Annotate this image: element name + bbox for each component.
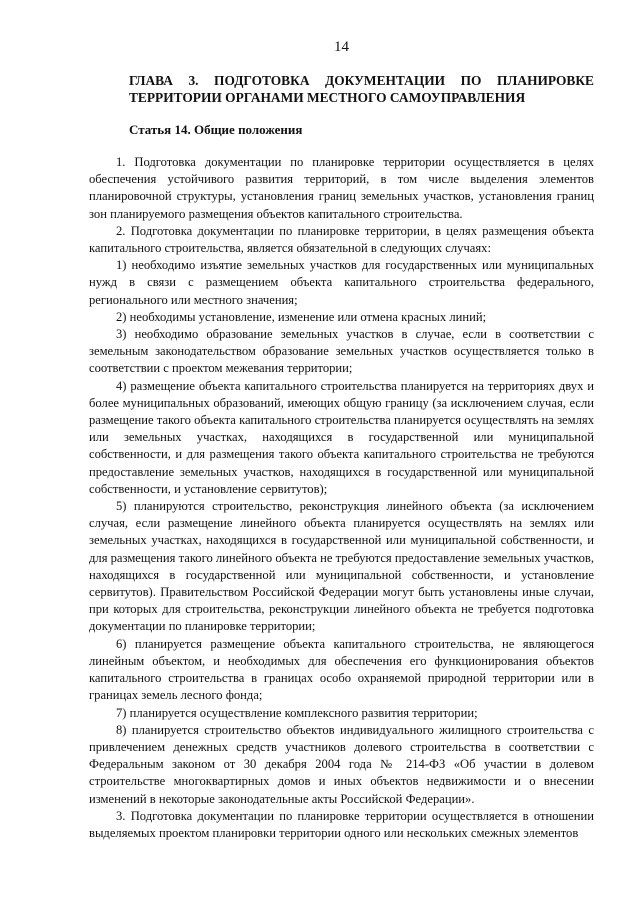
paragraph: 4) размещение объекта капитального строительства планируется на территориях двух и более муниципальных образований, имеющих общую границу (за исключением случая, если размещение такого объекта капитального строительства планируется осуществлять на землях или земельных участках, находящихся в государственной или муниципальной собственности, и для размещения такого объекта капитального строительства не требуются предоставление земельных участков, находящихся в государственной или муниципальной собственности, и установление сервитутов);	[89, 378, 594, 496]
chapter-title	[129, 72, 594, 106]
paragraph: 2. Подготовка документации по планировке территории, в целях размещения объекта капитального строительства, является обязательной в следующих случаях:	[89, 223, 594, 256]
paragraph: 3. Подготовка документации по планировке территории осуществляется в отношении выделяемых проектом планировки территории одного или нескольких смежных элементов	[89, 808, 594, 840]
paragraph: 2) необходимы установление, изменение или отмена красных линий;	[116, 309, 487, 324]
chapter-title-line-2: ТЕРРИТОРИИ ОРГАНАМИ МЕСТНОГО САМОУПРАВЛЕНИЯ	[129, 90, 526, 105]
paragraph: 8) планируется строительство объектов индивидуального жилищного строительства с привлечением денежных средств участников долевого строительства в соответствии с Федеральным законом от 30 декабря 2004 года № 214-ФЗ «Об участии в долевом строительстве многоквартирных домов и иных объектов недвижимости и о внесении изменений в некоторые законодательные акты Российской Федерации».	[89, 722, 594, 806]
article-title: Статья 14. Общие положения	[129, 122, 303, 137]
paragraph: 1. Подготовка документации по планировке территории осуществляется в целях обеспечения устойчивого развития территорий, в том числе выделения элементов планировочной структуры, установления границ земельных участков, установления границ зон планируемого размещения объектов капитального строительства.	[89, 155, 594, 221]
paragraph: 6) планируется размещение объекта капитального строительства, не являющегося линейным объектом, и необходимых для обеспечения его функционирования объектов капитального строительства в границах особо охраняемой природной территории или в границах земель лесного фонда;	[89, 636, 594, 703]
page-number: 14	[334, 39, 349, 55]
chapter-title-line-1: ГЛАВА 3. ПОДГОТОВКА ДОКУМЕНТАЦИИ ПО ПЛАНИРОВКЕ	[129, 73, 594, 88]
paragraph: 7) планируется осуществление комплексного развития территории;	[116, 705, 478, 720]
paragraph: 5) планируются строительство, реконструкция линейного объекта (за исключением случая, если размещение линейного объекта планируется осуществлять на землях или земельных участках, находящихся в государственной или муниципальной собственности, и для размещения такого линейного объекта не требуются предоставление земельных участков, находящихся в государственной или муниципальной собственности, и установление сервитутов). Правительством Российской Федерации могут быть установлены иные случаи, при которых для строительства, реконструкции линейного объекта не требуется подготовка документации по планировке территории;	[89, 499, 595, 634]
paragraph: 1) необходимо изъятие земельных участков для государственных или муниципальных нужд в связи с размещением объекта капитального строительства федерального, регионального или местного значения;	[89, 258, 594, 307]
paragraph: 3) необходимо образование земельных участков в случае, если в соответствии с земельным законодательством образование земельных участков осуществляется только в соответствии с проектом межевания территории;	[89, 327, 594, 376]
article-body	[89, 154, 594, 842]
